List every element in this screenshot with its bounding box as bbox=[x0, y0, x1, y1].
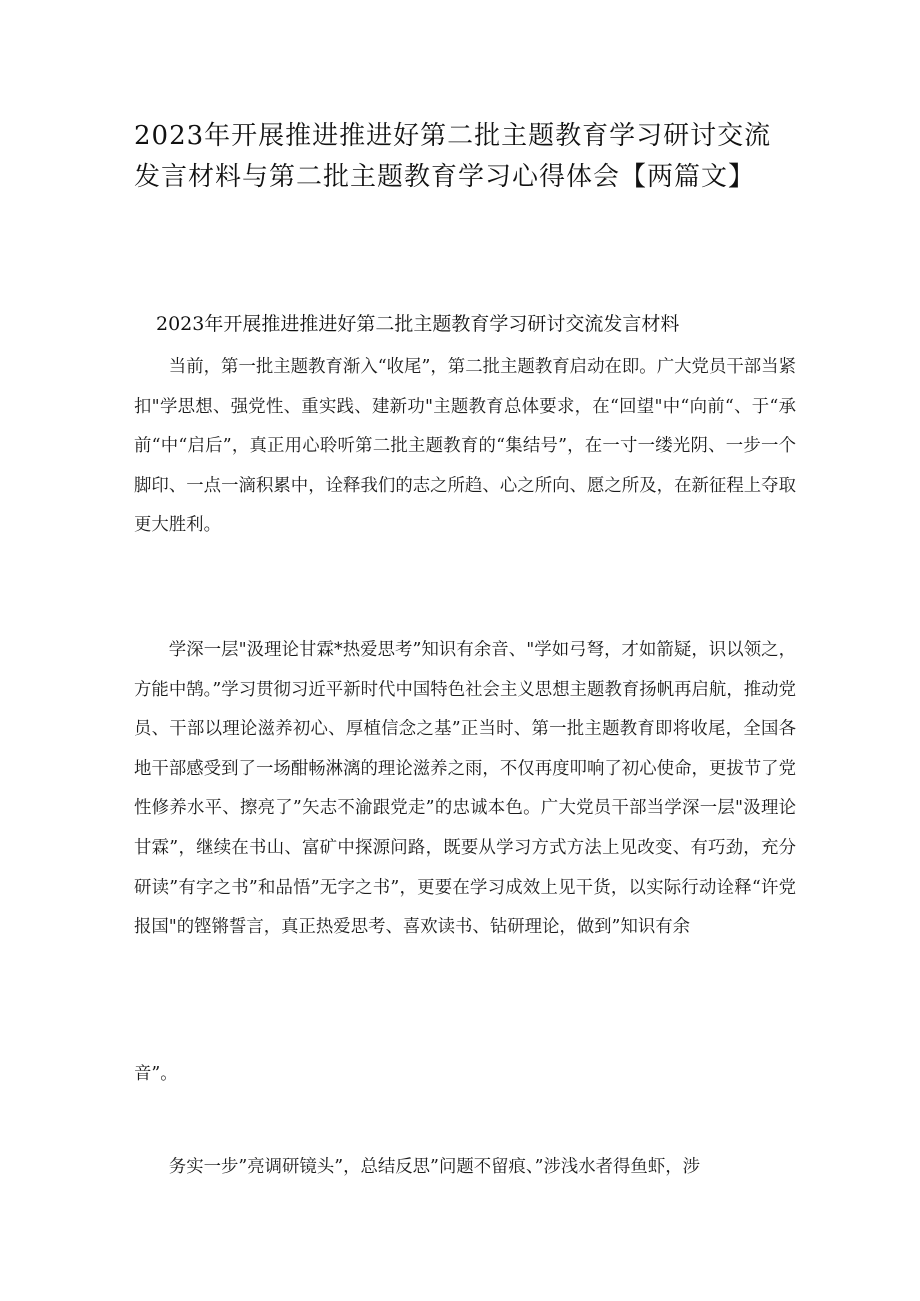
paragraph-1: 当前，第一批主题教育渐入“收尾”，第二批主题教育启动在即。广大党员干部当紧扣"学思想、强党性、重实践、建新功"主题教育总体要求，在“回望"中“向前“、于“承前“中“启后”，真正用心聆听第二批主题教育的“集结号”，在一寸一缕光阴、一步一个脚印、一点一滴积累中，诠释我们的志之所趋、心之所向、愿之所及，在新征程上夺取更大胜利。 bbox=[134, 357, 796, 536]
paragraph-2: 学深一层"汲理论甘霖*热爱思考”知识有余音、"学如弓弩，才如箭疑，识以领之，方能中鹄。”学习贯彻习近平新时代中国特色社会主义思想主题教育扬帆再启航，推动党员、干部以理论滋养初心、厚植信念之基”正当时、第一批主题教育即将收尾，全国各地干部感受到了一场酣畅淋漓的理论滋养之雨，不仅再度叩响了初心使命，更拔节了党性修养水平、擦亮了”矢志不渝跟党走”的忠诚本色。广大党员干部当学深一层"汲理论甘霖”，继续在书山、富矿中探源问路，既要从学习方式方法上见改变、有巧劲，充分研读”有字之书”和品悟”无字之书”，更要在学习成效上见干货，以实际行动诠释“许党报国"的铿锵誓言，真正热爱思考、喜欢读书、钻研理论，做到”知识有余 bbox=[134, 640, 796, 938]
section-title: 2023年开展推进推进好第二批主题教育学习研讨交流发言材料 bbox=[156, 313, 680, 335]
document-title: 2023年开展推进推进好第二批主题教育学习研讨交流发言材料与第二批主题教育学习心得体会【两篇文】 bbox=[134, 121, 772, 192]
paragraph-2-tail: 音”。 bbox=[134, 1064, 178, 1084]
paragraph-3: 务实一步”亮调研镜头”，总结反思”问题不留痕、”涉浅水者得鱼虾，涉 bbox=[168, 1157, 700, 1177]
